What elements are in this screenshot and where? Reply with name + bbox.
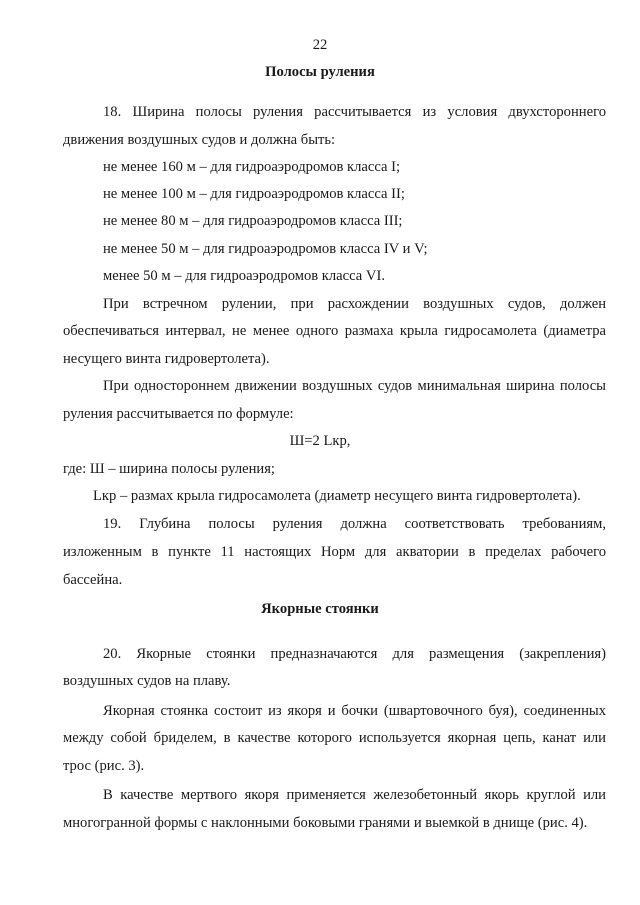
paragraph-meeting-line-1: При встречном рулении, при расхождении воздушных судов, должен [103, 296, 606, 312]
paragraph-19-line-2: изложенным в пункте 11 настоящих Норм для акватории в пределах рабочего [63, 544, 606, 560]
list-item: не менее 160 м – для гидроаэродромов класса I; [103, 159, 401, 175]
paragraph-consist-line-3: трос (рис. 3). [63, 758, 145, 774]
paragraph-dead-anchor-line-1: В качестве мертвого якоря применяется железобетонный якорь круглой или [103, 787, 606, 803]
paragraph-oneway-line-1: При одностороннем движении воздушных судов минимальная ширина полосы [103, 378, 606, 394]
paragraph-meeting-line-3: несущего винта гидровертолета). [63, 351, 270, 367]
paragraph-19-line-1: 19. Глубина полосы руления должна соответствовать требованиям, [103, 516, 606, 532]
paragraph-19-line-3: бассейна. [63, 572, 123, 588]
paragraph-20-line-2: воздушных судов на плаву. [63, 673, 231, 689]
formula-where: где: Ш – ширина полосы руления; [63, 461, 275, 477]
paragraph-meeting-line-2: обеспечиваться интервал, не менее одного размаха крыла гидросамолета (диаметра [63, 323, 606, 339]
section-heading-anchorages: Якорные стоянки [261, 601, 379, 617]
paragraph-20-line-1: 20. Якорные стоянки предназначаются для размещения (закрепления) [103, 646, 606, 662]
list-item: менее 50 м – для гидроаэродромов класса VI. [103, 268, 385, 284]
list-item: не менее 80 м – для гидроаэродромов класса III; [103, 213, 403, 229]
paragraph-18-line-1: 18. Ширина полосы руления рассчитывается из условия двухстороннего [103, 104, 606, 120]
paragraph-consist-line-2: между собой бриделем, в качестве которого используется якорная цепь, канат или [63, 730, 606, 746]
page-number: 22 [312, 37, 328, 53]
paragraph-consist-line-1: Якорная стоянка состоит из якоря и бочки (швартовочного буя), соединенных [103, 703, 606, 719]
paragraph-18-line-2: движения воздушных судов и должна быть: [63, 132, 336, 148]
list-item: не менее 100 м – для гидроаэродромов класса II; [103, 186, 405, 202]
paragraph-oneway-line-2: руления рассчитывается по формуле: [63, 406, 294, 422]
formula-lkr-definition: Lкр – размах крыла гидросамолета (диаметр несущего винта гидровертолета). [93, 488, 581, 504]
formula: Ш=2 Lкр, [289, 433, 351, 449]
paragraph-dead-anchor-line-2: многогранной формы с наклонными боковыми гранями и выемкой в днище (рис. 4). [63, 815, 588, 831]
section-heading-taxiways: Полосы руления [265, 64, 375, 80]
list-item: не менее 50 м – для гидроаэродромов класса IV и V; [103, 241, 428, 257]
